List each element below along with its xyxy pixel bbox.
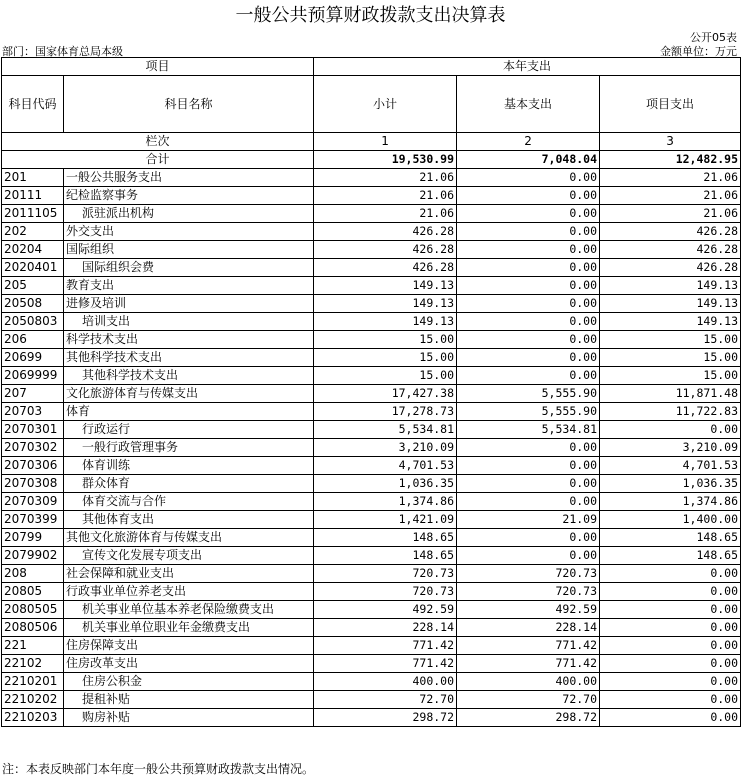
row-project: 149.13 [600, 277, 741, 295]
row-name: 社会保障和就业支出 [64, 565, 314, 583]
row-basic: 298.72 [457, 709, 600, 727]
row-project: 11,722.83 [600, 403, 741, 421]
header-basic: 基本支出 [457, 76, 600, 133]
row-code: 20799 [2, 529, 64, 547]
row-subtotal: 720.73 [314, 583, 457, 601]
row-project: 0.00 [600, 421, 741, 439]
row-subtotal: 17,278.73 [314, 403, 457, 421]
row-code: 2080506 [2, 619, 64, 637]
row-basic: 0.00 [457, 493, 600, 511]
row-code: 20703 [2, 403, 64, 421]
row-name: 教育支出 [64, 277, 314, 295]
header-item: 项目 [2, 58, 314, 76]
row-code: 202 [2, 223, 64, 241]
row-project: 426.28 [600, 241, 741, 259]
row-basic: 0.00 [457, 439, 600, 457]
row-basic: 0.00 [457, 475, 600, 493]
row-name: 群众体育 [64, 475, 314, 493]
row-basic: 72.70 [457, 691, 600, 709]
row-code: 221 [2, 637, 64, 655]
row-basic: 5,555.90 [457, 385, 600, 403]
header-name: 科目名称 [64, 76, 314, 133]
row-subtotal: 5,534.81 [314, 421, 457, 439]
row-code: 20699 [2, 349, 64, 367]
table-row [2, 529, 741, 547]
row-basic: 0.00 [457, 349, 600, 367]
row-name: 提租补贴 [64, 691, 314, 709]
header-row-top [2, 58, 741, 76]
col-3: 3 [600, 133, 741, 151]
row-code: 201 [2, 169, 64, 187]
row-basic: 0.00 [457, 547, 600, 565]
row-project: 21.06 [600, 169, 741, 187]
row-name: 一般行政管理事务 [64, 439, 314, 457]
report-title: 一般公共预算财政拨款支出决算表 [235, 5, 506, 26]
row-subtotal: 4,701.53 [314, 457, 457, 475]
row-name: 机关事业单位职业年金缴费支出 [64, 619, 314, 637]
row-basic: 0.00 [457, 457, 600, 475]
row-name: 其他科学技术支出 [64, 367, 314, 385]
expenditure-table [1, 57, 741, 727]
row-basic: 5,534.81 [457, 421, 600, 439]
table-row [2, 655, 741, 673]
row-name: 购房补贴 [64, 709, 314, 727]
row-project: 148.65 [600, 529, 741, 547]
total-row [2, 151, 741, 169]
row-subtotal: 492.59 [314, 601, 457, 619]
column-index-row [2, 133, 741, 151]
row-code: 208 [2, 565, 64, 583]
row-subtotal: 426.28 [314, 223, 457, 241]
total-basic: 7,048.04 [457, 151, 600, 169]
row-code: 2020401 [2, 259, 64, 277]
row-code: 2070301 [2, 421, 64, 439]
col-2: 2 [457, 133, 600, 151]
row-name: 体育交流与合作 [64, 493, 314, 511]
row-subtotal: 15.00 [314, 349, 457, 367]
row-project: 0.00 [600, 709, 741, 727]
row-code: 22102 [2, 655, 64, 673]
row-project: 149.13 [600, 295, 741, 313]
total-subtotal: 19,530.99 [314, 151, 457, 169]
row-code: 20508 [2, 295, 64, 313]
table-row [2, 619, 741, 637]
row-code: 2070399 [2, 511, 64, 529]
row-name: 其他科学技术支出 [64, 349, 314, 367]
table-number: 公开05表 [690, 31, 737, 44]
row-subtotal: 148.65 [314, 529, 457, 547]
table-row [2, 691, 741, 709]
row-name: 行政运行 [64, 421, 314, 439]
row-code: 20805 [2, 583, 64, 601]
row-subtotal: 1,036.35 [314, 475, 457, 493]
header-subtotal: 小计 [314, 76, 457, 133]
header-current-year: 本年支出 [314, 58, 741, 76]
row-code: 2210201 [2, 673, 64, 691]
row-project: 0.00 [600, 583, 741, 601]
row-basic: 0.00 [457, 295, 600, 313]
row-subtotal: 426.28 [314, 241, 457, 259]
row-subtotal: 1,374.86 [314, 493, 457, 511]
unit-label: 金额单位：万元 [660, 45, 737, 58]
row-project: 15.00 [600, 349, 741, 367]
table-row [2, 241, 741, 259]
row-subtotal: 21.06 [314, 187, 457, 205]
row-subtotal: 149.13 [314, 313, 457, 331]
row-code: 2080505 [2, 601, 64, 619]
row-basic: 771.42 [457, 655, 600, 673]
row-name: 住房保障支出 [64, 637, 314, 655]
row-subtotal: 228.14 [314, 619, 457, 637]
row-code: 2070308 [2, 475, 64, 493]
row-project: 3,210.09 [600, 439, 741, 457]
row-code: 2210202 [2, 691, 64, 709]
row-subtotal: 15.00 [314, 331, 457, 349]
row-name: 培训支出 [64, 313, 314, 331]
row-subtotal: 298.72 [314, 709, 457, 727]
row-code: 2210203 [2, 709, 64, 727]
row-project: 21.06 [600, 187, 741, 205]
row-project: 0.00 [600, 673, 741, 691]
department-label: 部门：国家体育总局本级 [2, 45, 123, 58]
table-row [2, 547, 741, 565]
table-row [2, 511, 741, 529]
row-name: 体育训练 [64, 457, 314, 475]
row-basic: 400.00 [457, 673, 600, 691]
row-subtotal: 1,421.09 [314, 511, 457, 529]
row-basic: 0.00 [457, 367, 600, 385]
row-subtotal: 400.00 [314, 673, 457, 691]
row-name: 一般公共服务支出 [64, 169, 314, 187]
row-code: 2069999 [2, 367, 64, 385]
table-row [2, 457, 741, 475]
table-row [2, 709, 741, 727]
table-row [2, 601, 741, 619]
row-name: 派驻派出机构 [64, 205, 314, 223]
header-code: 科目代码 [2, 76, 64, 133]
row-subtotal: 720.73 [314, 565, 457, 583]
col-label: 栏次 [2, 133, 314, 151]
row-subtotal: 3,210.09 [314, 439, 457, 457]
table-row [2, 421, 741, 439]
row-code: 2070306 [2, 457, 64, 475]
row-project: 0.00 [600, 691, 741, 709]
table-row [2, 637, 741, 655]
row-name: 宣传文化发展专项支出 [64, 547, 314, 565]
row-project: 0.00 [600, 655, 741, 673]
table-row [2, 385, 741, 403]
row-subtotal: 426.28 [314, 259, 457, 277]
row-code: 20204 [2, 241, 64, 259]
row-name: 国际组织 [64, 241, 314, 259]
row-name: 国际组织会费 [64, 259, 314, 277]
row-project: 426.28 [600, 259, 741, 277]
row-basic: 771.42 [457, 637, 600, 655]
table-row [2, 349, 741, 367]
table-row [2, 223, 741, 241]
row-basic: 492.59 [457, 601, 600, 619]
row-subtotal: 21.06 [314, 205, 457, 223]
table-row [2, 187, 741, 205]
row-name: 外交支出 [64, 223, 314, 241]
table-row [2, 277, 741, 295]
table-row [2, 403, 741, 421]
row-basic: 0.00 [457, 313, 600, 331]
row-code: 20111 [2, 187, 64, 205]
row-subtotal: 72.70 [314, 691, 457, 709]
row-subtotal: 17,427.38 [314, 385, 457, 403]
row-code: 2070309 [2, 493, 64, 511]
row-project: 11,871.48 [600, 385, 741, 403]
row-code: 206 [2, 331, 64, 349]
row-name: 其他文化旅游体育与传媒支出 [64, 529, 314, 547]
row-project: 0.00 [600, 637, 741, 655]
header-project: 项目支出 [600, 76, 741, 133]
row-basic: 0.00 [457, 277, 600, 295]
table-row [2, 583, 741, 601]
row-basic: 720.73 [457, 565, 600, 583]
footnote: 注：本表反映部门本年度一般公共预算财政拨款支出情况。 [2, 762, 315, 776]
row-code: 2011105 [2, 205, 64, 223]
row-name: 体育 [64, 403, 314, 421]
row-name: 进修及培训 [64, 295, 314, 313]
table-row [2, 367, 741, 385]
table-row [2, 313, 741, 331]
row-name: 住房改革支出 [64, 655, 314, 673]
row-code: 2070302 [2, 439, 64, 457]
table-row [2, 205, 741, 223]
row-basic: 0.00 [457, 187, 600, 205]
row-project: 149.13 [600, 313, 741, 331]
row-name: 其他体育支出 [64, 511, 314, 529]
row-subtotal: 149.13 [314, 277, 457, 295]
table-row [2, 331, 741, 349]
row-project: 0.00 [600, 619, 741, 637]
table-row [2, 493, 741, 511]
row-code: 205 [2, 277, 64, 295]
row-project: 0.00 [600, 601, 741, 619]
row-project: 1,036.35 [600, 475, 741, 493]
col-1: 1 [314, 133, 457, 151]
row-project: 0.00 [600, 565, 741, 583]
table-row [2, 439, 741, 457]
row-subtotal: 149.13 [314, 295, 457, 313]
row-basic: 0.00 [457, 169, 600, 187]
table-row [2, 673, 741, 691]
row-project: 1,374.86 [600, 493, 741, 511]
row-subtotal: 771.42 [314, 655, 457, 673]
row-project: 15.00 [600, 331, 741, 349]
row-basic: 0.00 [457, 241, 600, 259]
row-basic: 5,555.90 [457, 403, 600, 421]
row-basic: 720.73 [457, 583, 600, 601]
row-subtotal: 148.65 [314, 547, 457, 565]
total-project: 12,482.95 [600, 151, 741, 169]
table-row [2, 259, 741, 277]
row-basic: 0.00 [457, 331, 600, 349]
row-name: 纪检监察事务 [64, 187, 314, 205]
row-subtotal: 21.06 [314, 169, 457, 187]
row-project: 148.65 [600, 547, 741, 565]
row-subtotal: 771.42 [314, 637, 457, 655]
row-name: 住房公积金 [64, 673, 314, 691]
row-project: 1,400.00 [600, 511, 741, 529]
row-code: 207 [2, 385, 64, 403]
row-basic: 228.14 [457, 619, 600, 637]
table-row [2, 295, 741, 313]
total-label: 合计 [2, 151, 314, 169]
row-subtotal: 15.00 [314, 367, 457, 385]
row-name: 文化旅游体育与传媒支出 [64, 385, 314, 403]
table-row [2, 565, 741, 583]
row-basic: 0.00 [457, 223, 600, 241]
row-code: 2079902 [2, 547, 64, 565]
header-row-main [2, 76, 741, 133]
table-row [2, 169, 741, 187]
row-basic: 21.09 [457, 511, 600, 529]
row-name: 机关事业单位基本养老保险缴费支出 [64, 601, 314, 619]
row-project: 4,701.53 [600, 457, 741, 475]
row-project: 15.00 [600, 367, 741, 385]
row-basic: 0.00 [457, 259, 600, 277]
row-name: 科学技术支出 [64, 331, 314, 349]
row-code: 2050803 [2, 313, 64, 331]
row-name: 行政事业单位养老支出 [64, 583, 314, 601]
table-row [2, 475, 741, 493]
row-basic: 0.00 [457, 529, 600, 547]
row-project: 21.06 [600, 205, 741, 223]
row-basic: 0.00 [457, 205, 600, 223]
row-project: 426.28 [600, 223, 741, 241]
